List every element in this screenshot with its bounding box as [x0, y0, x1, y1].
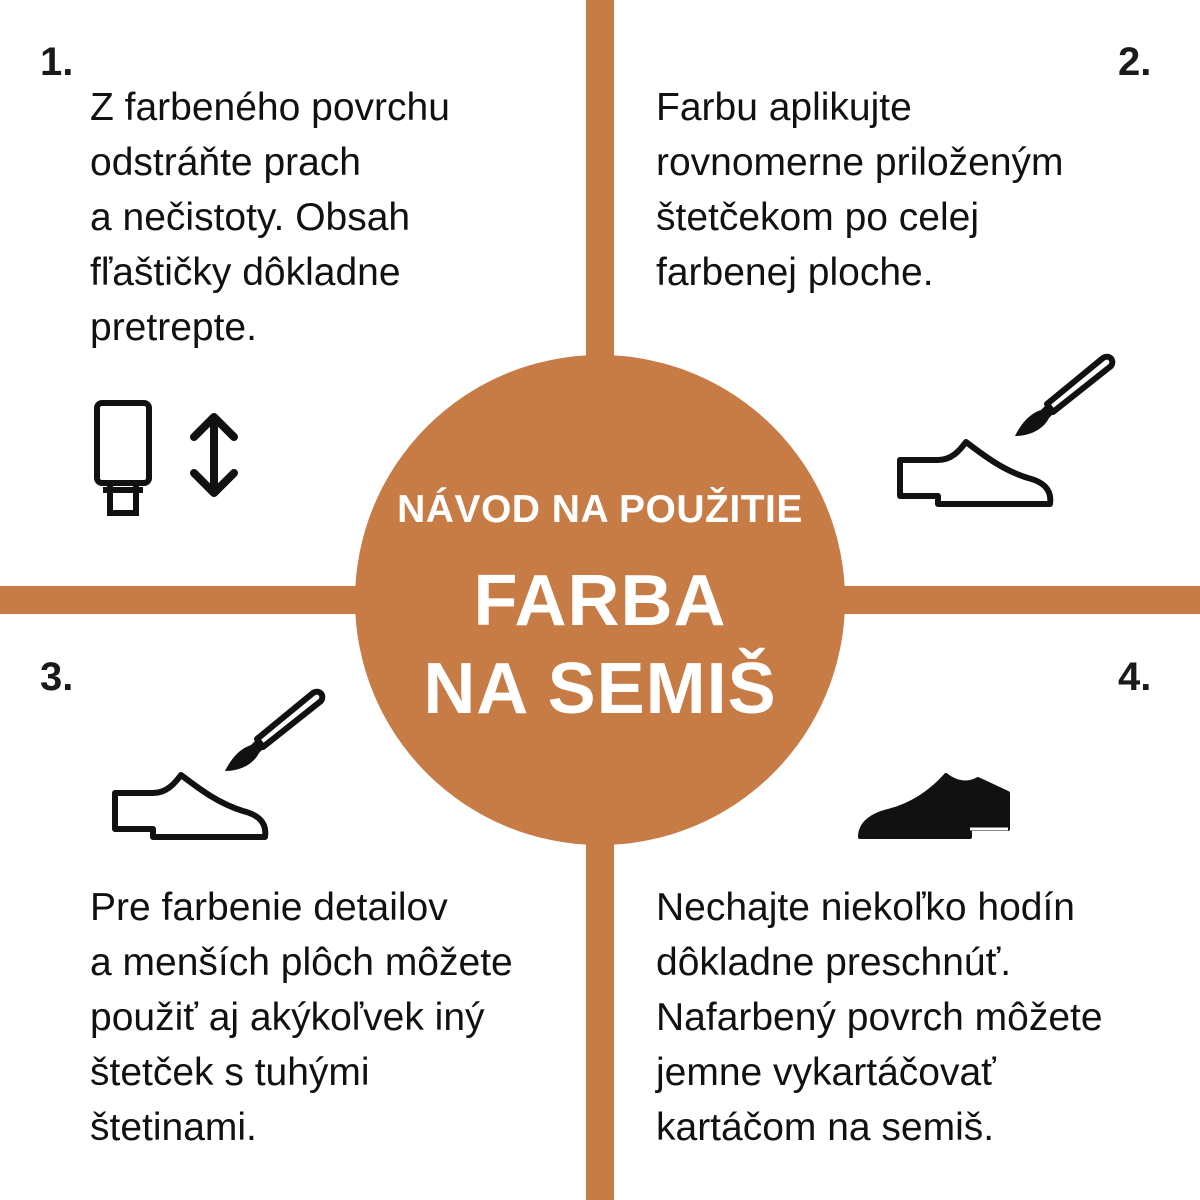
step-2-line: Farbu aplikujte	[656, 86, 912, 129]
step-2-line: rovnomerne priloženým	[656, 141, 1064, 184]
step-1-line: Z farbeného povrchu	[90, 86, 450, 129]
step-1-line: fľaštičky dôkladne	[90, 251, 401, 294]
step-1-text	[90, 80, 450, 355]
step-3-line: a menších plôch môžete	[90, 941, 513, 984]
step-3-line: štetinami.	[90, 1106, 257, 1149]
center-title-line2: NA SEMIŠ	[423, 649, 777, 729]
step-2-text	[656, 80, 1064, 300]
step-3-line: štetček s tuhými	[90, 1051, 370, 1094]
step-3-number: 3.	[40, 655, 74, 699]
step-2-number: 2.	[1118, 40, 1152, 84]
step-4-line: jemne vykartáčovať	[656, 1051, 996, 1094]
step-4-line: Nechajte niekoľko hodín	[656, 886, 1075, 929]
step-4-line: kartáčom na semiš.	[656, 1106, 995, 1149]
step-3-line: Pre farbenie detailov	[90, 886, 448, 929]
step-2-line: farbenej ploche.	[656, 251, 934, 294]
step-1-number: 1.	[40, 40, 74, 84]
step-4-number: 4.	[1118, 655, 1152, 699]
step-4-text	[656, 880, 1103, 1155]
step-1-line: a nečistoty. Obsah	[90, 196, 411, 239]
shoe-filled-icon	[850, 765, 1020, 850]
step-2-line: štetčekom po celej	[656, 196, 979, 239]
brush-icon	[215, 685, 330, 780]
center-subtitle: NÁVOD NA POUŽITIE	[397, 488, 803, 531]
step-3-text	[90, 880, 513, 1155]
step-1-line: odstráňte prach	[90, 141, 362, 184]
brush-icon	[1005, 350, 1120, 445]
step-4-line: Nafarbený povrch môžete	[656, 996, 1103, 1039]
step-3-line: použiť aj akýkoľvek iný	[90, 996, 485, 1039]
up-down-arrow-icon	[185, 410, 243, 500]
step-4-line: dôkladne preschnúť.	[656, 941, 1012, 984]
bottle-icon	[88, 398, 158, 523]
center-title-line1: FARBA	[473, 561, 727, 641]
step-1-line: pretrepte.	[90, 306, 257, 349]
